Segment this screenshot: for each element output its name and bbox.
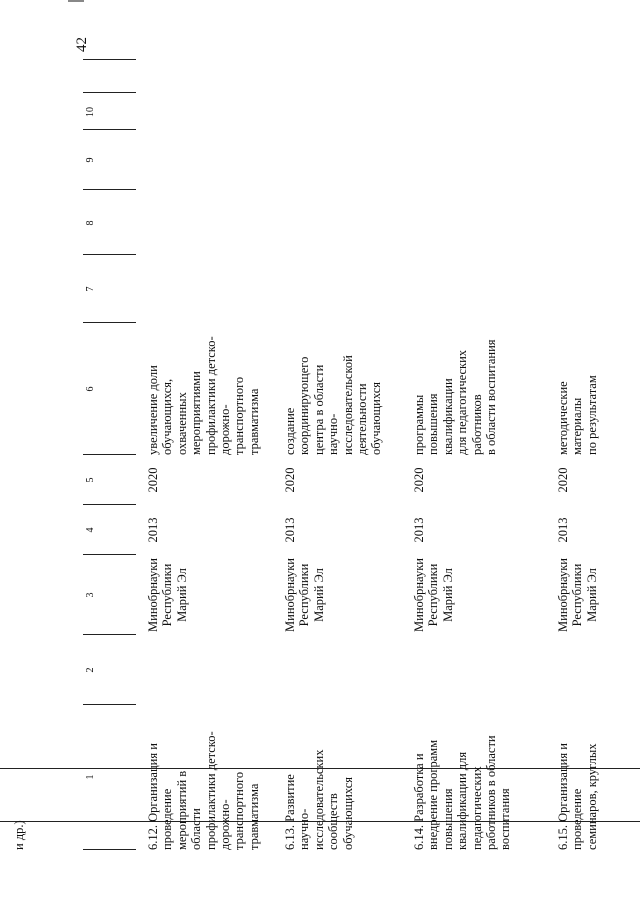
cell-line: методические [556,381,570,455]
cell-line: исследовательской [340,355,355,455]
cell-line: координирующего [297,356,312,455]
cell-line: дорожно- [218,404,233,455]
cell-line: Республики [570,563,585,627]
col3-cell [556,510,570,550]
cell-line: повышения [440,788,455,850]
grid-vline [83,189,136,190]
cell-line: семинаров, круглых [584,743,599,850]
cell-line: материалы [570,397,585,455]
cell-line: охваченных [174,392,189,455]
page-number: 42 [74,37,90,52]
col5-cell [556,320,599,455]
cell-line: проведение [160,788,175,850]
column-number: 3 [85,592,96,598]
col3-cell [146,510,160,550]
column-number: 10 [85,107,96,117]
cell-line: профилактики детско- [203,731,218,850]
cell-line: педагогических [469,766,484,850]
cell-line: 6.15. Организация и [556,743,570,850]
cell-line: Марий Эл [584,568,599,622]
cell-value: 2013 [556,517,570,543]
col1-cell [146,705,261,850]
cell-line: 6.13. Развитие [283,774,297,850]
cell-line: квалификации [440,378,455,455]
cell-line: внедрение программ [426,739,441,850]
col2-cell [556,555,599,635]
cell-value: 2013 [412,517,426,543]
cell-line: центра в области [311,364,326,455]
cell-line: транспортного [232,376,247,455]
col1-cell [412,705,513,850]
column-number: 8 [85,220,96,226]
cell-line: Республики [426,563,441,627]
cell-line: по результатам [584,375,599,455]
cell-line: Марий Эл [440,568,455,622]
col1-cell [283,705,355,850]
col4-cell [556,460,570,500]
cell-line: в области воспитания [484,339,499,455]
column-number: 5 [85,477,96,483]
cell-line: обучающихся [340,776,355,850]
col5-cell [283,320,384,455]
cell-line: обучающихся, [160,378,175,455]
cell-value: 2013 [146,517,160,543]
cell-value: 2013 [283,517,297,543]
grid-vline [83,254,136,255]
cell-line: программы [412,394,426,455]
cell-line: Минобрнауки [412,558,426,632]
cell-value: 2020 [412,467,426,493]
grid-vline [83,634,136,635]
col4-cell [283,460,297,500]
col1-cell [556,705,599,850]
cell-line: обучающихся [369,381,384,455]
column-number: 9 [85,157,96,163]
cell-line: для педагогических [455,349,470,455]
cell-line: Марий Эл [311,568,326,622]
grid-vline [83,849,136,850]
cell-line: профилактики детско- [203,336,218,455]
cell-line: научно- [326,413,341,455]
col4-cell [146,460,160,500]
cell-value: 2020 [146,467,160,493]
col5-cell [146,320,261,455]
grid-vline [83,554,136,555]
column-number: 6 [85,386,96,392]
grid-vline [83,704,136,705]
col5-cell [412,320,498,455]
cell-value: 2020 [283,467,297,493]
column-number: 1 [85,774,96,780]
grid-vline [83,322,136,323]
cell-line: дорожно- [218,799,233,850]
cell-line: сообществ [326,793,341,850]
col3-cell [283,510,297,550]
cell-line: Республики [297,563,312,627]
cell-line: транспортного [232,771,247,850]
col2-cell [412,555,455,635]
cell-line: Республики [160,563,175,627]
column-number: 4 [85,527,96,533]
cell-line: области [189,808,204,850]
cell-line: квалификации для [455,751,470,850]
grid-vline [83,59,136,60]
cell-line: работников [469,394,484,455]
cell-line: повышения [426,393,441,455]
cell-line: травматизма [246,388,261,455]
col2-cell [146,555,189,635]
cell-line: увеличение доли [146,365,160,455]
col2-cell [283,555,326,635]
cell-line: Минобрнауки [146,558,160,632]
grid-vline [83,454,136,455]
col4-cell [412,460,426,500]
cell-line: мероприятий в [174,770,189,850]
cell-line: мероприятиями [189,371,204,455]
cell-line: деятельности [355,383,370,455]
cell-line: Марий Эл [174,568,189,622]
cell-line: проведение [570,788,585,850]
cell-line: исследовательских [311,749,326,850]
cell-line: травматизма [246,783,261,850]
cell-line: Минобрнауки [556,558,570,632]
cell-line: работников в области [484,735,499,850]
col3-cell [412,510,426,550]
column-number: 2 [85,667,96,673]
cell-line: воспитания [498,788,513,850]
column-number: 7 [85,286,96,292]
grid-vline [83,504,136,505]
cell-line: создание [283,407,297,455]
cell-line: научно- [297,808,312,850]
cell-line: 6.12. Организация и [146,743,160,850]
cell-value: 2020 [556,467,570,493]
cell-line: Минобрнауки [283,558,297,632]
cell-line: 6.14. Разработка и [412,753,426,850]
continuation-text: и др.) [12,820,26,850]
